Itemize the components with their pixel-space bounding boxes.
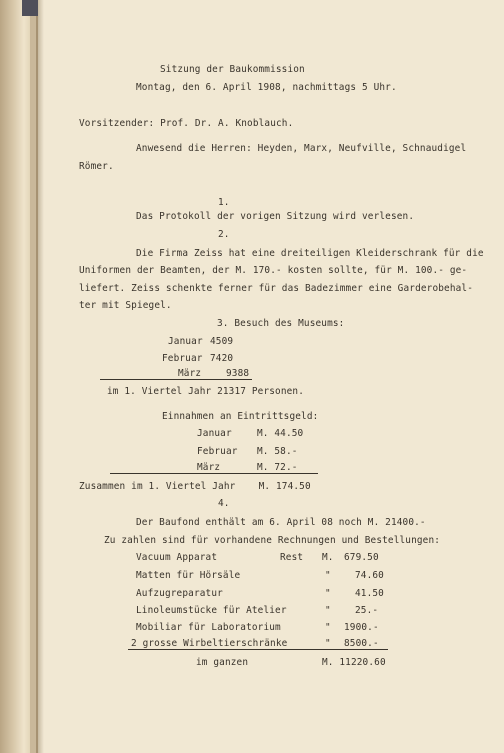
expense-note: Rest	[280, 552, 304, 563]
book-binding	[0, 0, 30, 753]
sum-rule	[110, 473, 318, 474]
income-month: Februar	[197, 446, 238, 457]
income-month: März	[197, 462, 221, 473]
expense-currency: "	[325, 570, 331, 581]
visits-total: im 1. Viertel Jahr 21317 Personen.	[107, 386, 305, 397]
sum-rule	[100, 379, 252, 380]
expense-amount: 41.50	[355, 588, 384, 599]
fund-subintro: Zu zahlen sind für vorhandene Rechnungen und Bestellungen:	[104, 535, 441, 546]
expense-label: Linoleumstücke für Atelier	[136, 605, 287, 616]
expense-label: Vacuum Apparat	[136, 552, 218, 563]
expense-amount: 74.60	[355, 570, 384, 581]
present-line-continued: Römer.	[79, 161, 114, 172]
expense-label: Aufzugreparatur	[136, 588, 223, 599]
visit-month: Januar	[168, 336, 203, 347]
visit-month: März	[178, 368, 202, 379]
expense-currency: "	[325, 588, 331, 599]
paragraph-line: Die Firma Zeiss hat eine dreiteiligen Kleiderschrank für die	[136, 248, 484, 259]
page-shadow	[38, 0, 44, 753]
expense-currency: "	[325, 622, 331, 633]
visit-month: Februar	[162, 353, 203, 364]
paragraph-line: liefert. Zeiss schenkte ferner für das Badezimmer eine Garderobehal-	[79, 283, 474, 294]
income-amount: M. 44.50	[257, 428, 304, 439]
item-number: 2.	[218, 229, 230, 240]
total-label: im ganzen	[196, 657, 249, 668]
sum-rule	[128, 649, 388, 650]
item-number: 4.	[218, 498, 230, 509]
chairman-line: Vorsitzender: Prof. Dr. A. Knoblauch.	[79, 118, 294, 129]
expense-amount: 8500.-	[344, 638, 379, 649]
expense-amount: 679.50	[344, 552, 379, 563]
expense-currency: M.	[322, 552, 334, 563]
paragraph-line: ter mit Spiegel.	[79, 300, 172, 311]
visit-count: 4509	[210, 336, 234, 347]
expense-label: Mobiliar für Laboratorium	[136, 622, 281, 633]
total-amount: M. 11220.60	[322, 657, 386, 668]
income-month: Januar	[197, 428, 232, 439]
income-amount: M. 72.-	[257, 462, 298, 473]
expense-amount: 25.-	[355, 605, 379, 616]
visit-count: 7420	[210, 353, 234, 364]
expense-currency: "	[325, 638, 331, 649]
present-line: Anwesend die Herren: Heyden, Marx, Neufville, Schnaudigel	[136, 143, 467, 154]
income-amount: M. 58.-	[257, 446, 298, 457]
expense-label: 2 grosse Wirbeltierschränke	[131, 638, 288, 649]
meeting-title: Sitzung der Baukommission	[160, 64, 305, 75]
paragraph-line: Uniformen der Beamten, der M. 170.- kosten sollte, für M. 100.- ge-	[79, 265, 468, 276]
section-heading: 3. Besuch des Museums:	[217, 318, 345, 329]
expense-label: Matten für Hörsäle	[136, 570, 241, 581]
fund-intro: Der Baufond enthält am 6. April 08 noch M. 21400.-	[136, 517, 426, 528]
income-heading: Einnahmen an Eintrittsgeld:	[162, 411, 319, 422]
expense-currency: "	[325, 605, 331, 616]
item-number: 1.	[218, 197, 230, 208]
item-text: Das Protokoll der vorigen Sitzung wird verlesen.	[136, 211, 415, 222]
visit-count: 9388	[226, 368, 250, 379]
expense-amount: 1900.-	[344, 622, 379, 633]
income-total: Zusammen im 1. Viertel Jahr M. 174.50	[79, 481, 311, 492]
meeting-date: Montag, den 6. April 1908, nachmittags 5 Uhr.	[136, 82, 397, 93]
